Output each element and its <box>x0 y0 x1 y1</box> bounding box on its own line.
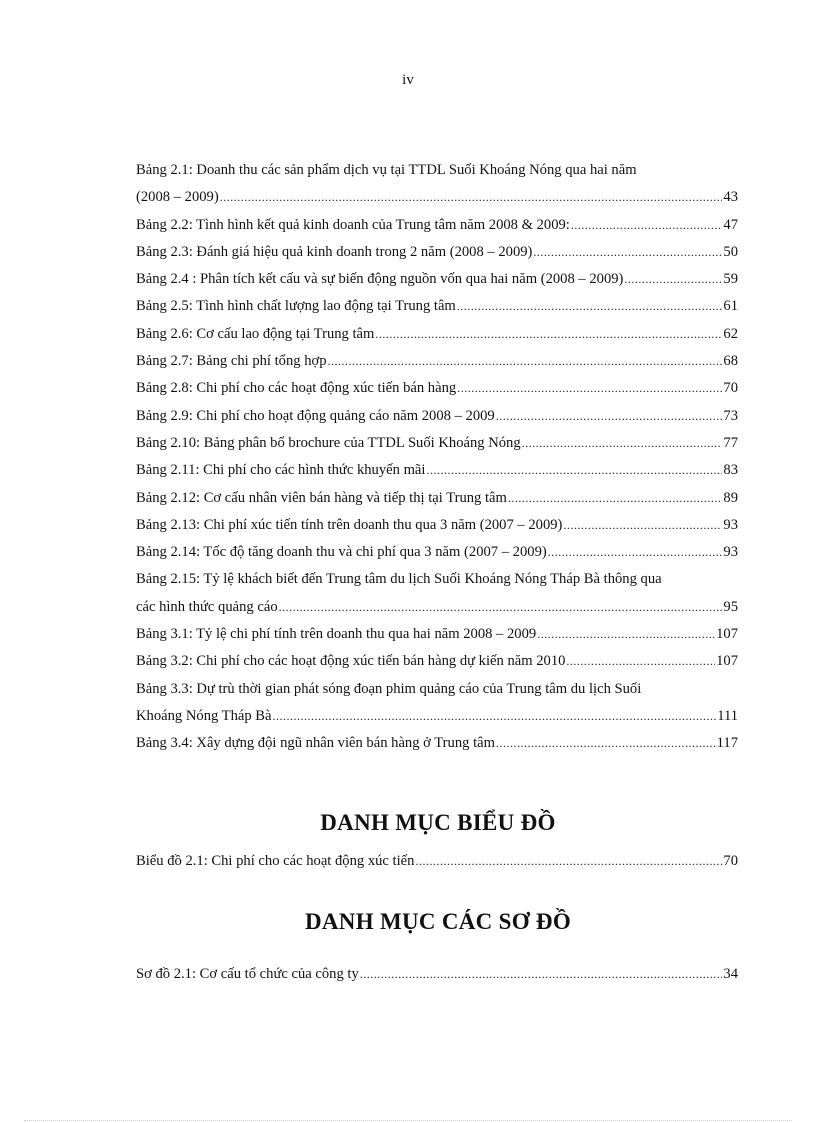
page-bottom-rule <box>24 1120 792 1121</box>
toc-entry-title: Biểu đồ 2.1: Chi phí cho các hoạt động xúc tiến <box>136 853 415 869</box>
toc-entry-title: Bảng 2.15: Tỷ lệ khách biết đến Trung tâm du lịch Suối Khoáng Nóng Tháp Bà thông qua <box>136 571 662 588</box>
toc-page-number: 107 <box>716 653 738 670</box>
dot-leader <box>496 403 723 430</box>
toc-entry-title: Bảng 2.7: Bảng chi phí tổng hợp <box>136 353 327 370</box>
toc-entry-title: Bảng 3.2: Chi phí cho các hoạt động xúc tiến bán hàng dự kiến năm 2010 <box>136 653 566 670</box>
toc-page-number: 50 <box>723 243 738 260</box>
toc-page-number: 61 <box>723 298 738 315</box>
toc-page-number: 83 <box>723 462 738 479</box>
toc-entry[interactable] <box>136 730 738 757</box>
toc-page-number: 34 <box>723 966 738 982</box>
toc-entry[interactable] <box>136 961 738 988</box>
dot-leader <box>273 703 717 730</box>
toc-entry[interactable] <box>136 566 738 621</box>
toc-page-number: 93 <box>723 544 738 561</box>
toc-entry-title: Bảng 2.13: Chi phí xúc tiến tính trên doanh thu qua 3 năm (2007 – 2009) <box>136 516 563 533</box>
toc-entry[interactable] <box>136 157 738 212</box>
toc-page-number: 107 <box>716 626 738 643</box>
toc-entry[interactable] <box>136 321 738 348</box>
toc-entry[interactable] <box>136 648 738 675</box>
toc-entry[interactable] <box>136 403 738 430</box>
charts-heading: DANH MỤC BIỂU ĐỒ <box>320 810 556 835</box>
diagrams-heading: DANH MỤC CÁC SƠ ĐỒ <box>304 909 572 934</box>
toc-page-number: 77 <box>723 434 738 451</box>
dot-leader <box>533 239 722 266</box>
toc-entry-title: Bảng 2.5: Tình hình chất lượng lao động tại Trung tâm <box>136 298 456 315</box>
toc-entry-title: Bảng 2.2: Tình hình kết quả kinh doanh của Trung tâm năm 2008 & 2009: <box>136 216 570 233</box>
chart-list <box>136 848 738 875</box>
toc-entry-title-continued: Khoáng Nóng Tháp Bà <box>136 707 272 724</box>
dot-leader <box>548 539 723 566</box>
dot-leader <box>328 348 723 375</box>
page-number: iv <box>402 72 414 88</box>
toc-page-number: 89 <box>723 489 738 506</box>
toc-page-number: 70 <box>723 853 738 869</box>
toc-entry[interactable] <box>136 239 738 266</box>
toc-entry[interactable] <box>136 676 738 731</box>
dot-leader <box>415 848 722 875</box>
dot-leader <box>279 594 723 621</box>
toc-entry-title: Bảng 2.1: Doanh thu các sản phẩm dịch vụ tại TTDL Suối Khoáng Nóng qua hai năm <box>136 162 637 178</box>
toc-page-number: 68 <box>723 353 738 370</box>
toc-entry-title: Bảng 2.8: Chi phí cho các hoạt động xúc tiến bán hàng <box>136 380 457 397</box>
dot-leader <box>522 430 723 457</box>
dot-leader <box>375 321 722 348</box>
toc-entry-title-continued: các hình thức quảng cáo <box>136 598 278 615</box>
dot-leader <box>496 730 716 757</box>
dot-leader <box>571 212 723 239</box>
toc-entry[interactable] <box>136 512 738 539</box>
toc-page-number: 59 <box>723 271 738 288</box>
dot-leader <box>426 457 722 484</box>
toc-entry[interactable] <box>136 266 738 293</box>
toc-entry[interactable] <box>136 485 738 512</box>
toc-entry[interactable] <box>136 539 738 566</box>
toc-entry[interactable] <box>136 848 738 875</box>
toc-entry-title: Bảng 2.3: Đánh giá hiệu quả kinh doanh trong 2 năm (2008 – 2009) <box>136 243 533 260</box>
dot-leader <box>360 961 723 988</box>
dot-leader <box>537 621 715 648</box>
toc-entry-title-continued: (2008 – 2009) <box>136 189 219 206</box>
dot-leader <box>457 375 722 402</box>
toc-entry-title: Bảng 3.1: Tỷ lệ chi phí tính trên doanh thu qua hai năm 2008 – 2009 <box>136 626 537 643</box>
toc-entry[interactable] <box>136 621 738 648</box>
toc-page-number: 47 <box>723 216 738 233</box>
dot-leader <box>563 512 722 539</box>
toc-entry-title: Bảng 2.12: Cơ cấu nhân viên bán hàng và tiếp thị tại Trung tâm <box>136 489 507 506</box>
toc-page-number: 73 <box>723 407 738 424</box>
toc-entry-title: Bảng 2.9: Chi phí cho hoạt động quảng cáo năm 2008 – 2009 <box>136 407 495 424</box>
toc-entry[interactable] <box>136 212 738 239</box>
toc-entry[interactable] <box>136 430 738 457</box>
toc-entry-title: Bảng 2.14: Tốc độ tăng doanh thu và chi phí qua 3 năm (2007 – 2009) <box>136 544 547 561</box>
toc-entry-title: Sơ đồ 2.1: Cơ cấu tổ chức của công ty <box>136 966 359 982</box>
toc-page-number: 95 <box>723 598 738 615</box>
dot-leader <box>566 648 715 675</box>
toc-page-number: 117 <box>716 735 738 752</box>
toc-entry-title: Bảng 2.4 : Phân tích kết cấu và sự biến động nguồn vốn qua hai năm (2008 – 2009) <box>136 271 624 288</box>
toc-entry[interactable] <box>136 375 738 402</box>
toc-entry-title: Bảng 2.6: Cơ cấu lao động tại Trung tâm <box>136 325 375 342</box>
dot-leader <box>508 485 723 512</box>
dot-leader <box>457 293 723 320</box>
toc-entry[interactable] <box>136 457 738 484</box>
toc-entry-title: Bảng 2.10: Bảng phân bổ brochure của TTDL Suối Khoáng Nóng <box>136 434 521 451</box>
toc-entry-title: Bảng 3.4: Xây dựng đội ngũ nhân viên bán hàng ở Trung tâm <box>136 735 495 752</box>
toc-entry-title: Bảng 3.3: Dự trù thời gian phát sóng đoạn phim quảng cáo của Trung tâm du lịch Suối <box>136 680 642 697</box>
dot-leader <box>220 184 723 211</box>
toc-page-number: 93 <box>723 516 738 533</box>
toc-page-number: 62 <box>723 325 738 342</box>
table-list <box>136 157 738 758</box>
toc-entry[interactable] <box>136 348 738 375</box>
toc-page-number: 43 <box>723 189 738 206</box>
toc-entry-title: Bảng 2.11: Chi phí cho các hình thức khuyến mãi <box>136 462 426 479</box>
toc-entry[interactable] <box>136 293 738 320</box>
dot-leader <box>624 266 722 293</box>
toc-page-number: 70 <box>723 380 738 397</box>
diagram-list <box>136 961 738 988</box>
toc-page-number: 111 <box>717 707 738 724</box>
